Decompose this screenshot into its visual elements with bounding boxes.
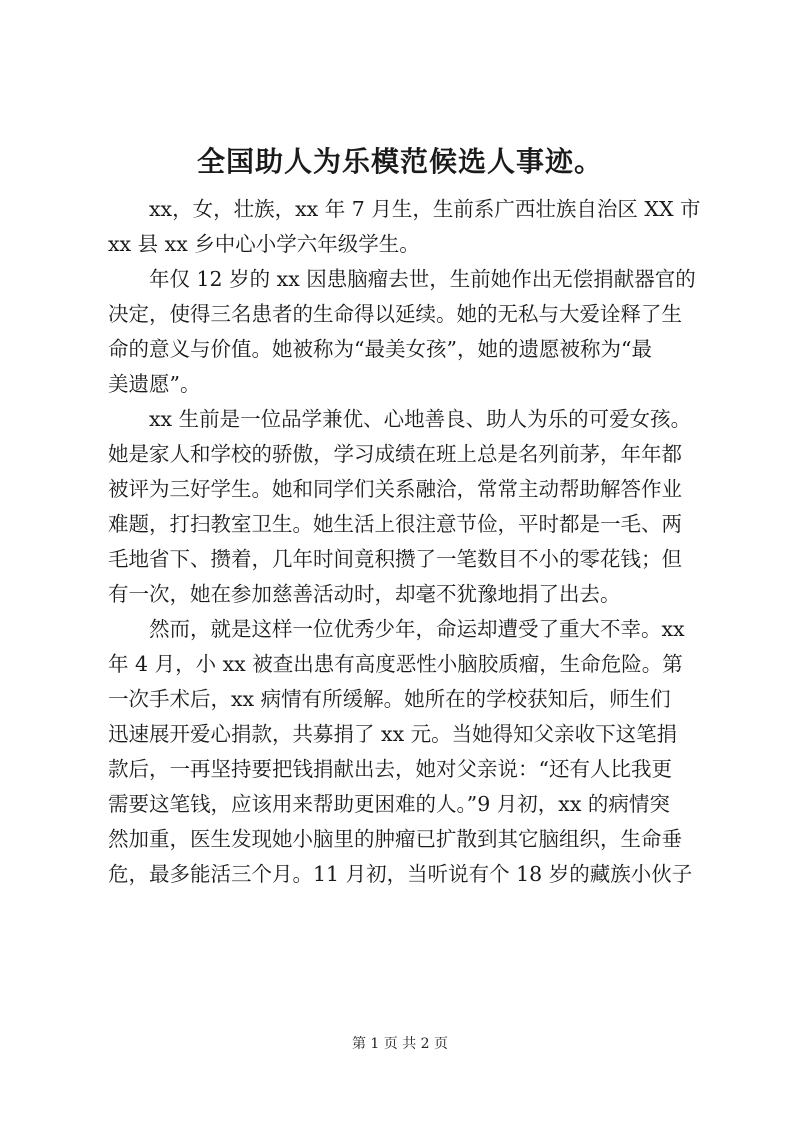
text-line: 毛地省下、攒着，几年时间竟积攒了一笔数目不小的零花钱；但 <box>108 547 682 571</box>
document-title: 全国助人为乐模范候选人事迹。 <box>196 145 603 178</box>
text-line: xx，女，壮族，xx 年 7 月生，生前系广西壮族自治区 XX 市 <box>149 197 701 221</box>
text-line: 美遗愿”。 <box>108 372 201 396</box>
text-line: 然加重，医生发现她小脑里的肿瘤已扩散到其它脑组织，生命垂 <box>108 827 682 851</box>
text-line: xx 生前是一位品学兼优、心地善良、助人为乐的可爱女孩。 <box>149 407 692 431</box>
text-line: 有一次，她在参加慈善活动时，却毫不犹豫地捐了出去。 <box>108 582 621 606</box>
text-line: 决定，使得三名患者的生命得以延续。她的无私与大爱诠释了生 <box>108 302 682 326</box>
paragraph-1 <box>108 192 708 262</box>
text-line: 年 4 月，小 xx 被查出患有高度恶性小脑胶质瘤，生命危险。第 <box>108 652 683 676</box>
text-line: 难题，打扫教室卫生。她生活上很注意节俭，平时都是一毛、两 <box>108 512 682 536</box>
text-line: 命的意义与价值。她被称为“最美女孩”，她的遗愿被称为“最 <box>108 337 652 361</box>
text-line: 被评为三好学生。她和同学们关系融洽，常常主动帮助解答作业 <box>108 477 682 501</box>
text-line: 她是家人和学校的骄傲，学习成绩在班上总是名列前茅，年年都 <box>108 442 682 466</box>
paragraph-3 <box>108 402 708 612</box>
paragraph-2 <box>108 262 708 402</box>
text-line: xx 县 xx 乡中心小学六年级学生。 <box>108 232 420 256</box>
text-line: 款后，一再坚持要把钱捐献出去，她对父亲说：“还有人比我更 <box>108 757 672 781</box>
document-body <box>108 192 708 892</box>
paragraph-4 <box>108 612 708 892</box>
text-line: 一次手术后，xx 病情有所缓解。她所在的学校获知后，师生们 <box>108 687 671 711</box>
text-line: 然而，就是这样一位优秀少年，命运却遭受了重大不幸。xx <box>149 617 685 641</box>
text-line: 年仅 12 岁的 xx 因患脑瘤去世，生前她作出无偿捐献器官的 <box>149 267 696 291</box>
text-line: 危，最多能活三个月。11 月初，当听说有个 18 岁的藏族小伙子 <box>108 862 693 886</box>
page-footer: 第 1 页 共 2 页 <box>351 1036 449 1052</box>
text-line: 需要这笔钱，应该用来帮助更困难的人。”9 月初，xx 的病情突 <box>108 792 670 816</box>
text-line: 迅速展开爱心捐款，共募捐了 xx 元。当她得知父亲收下这笔捐 <box>108 722 678 746</box>
